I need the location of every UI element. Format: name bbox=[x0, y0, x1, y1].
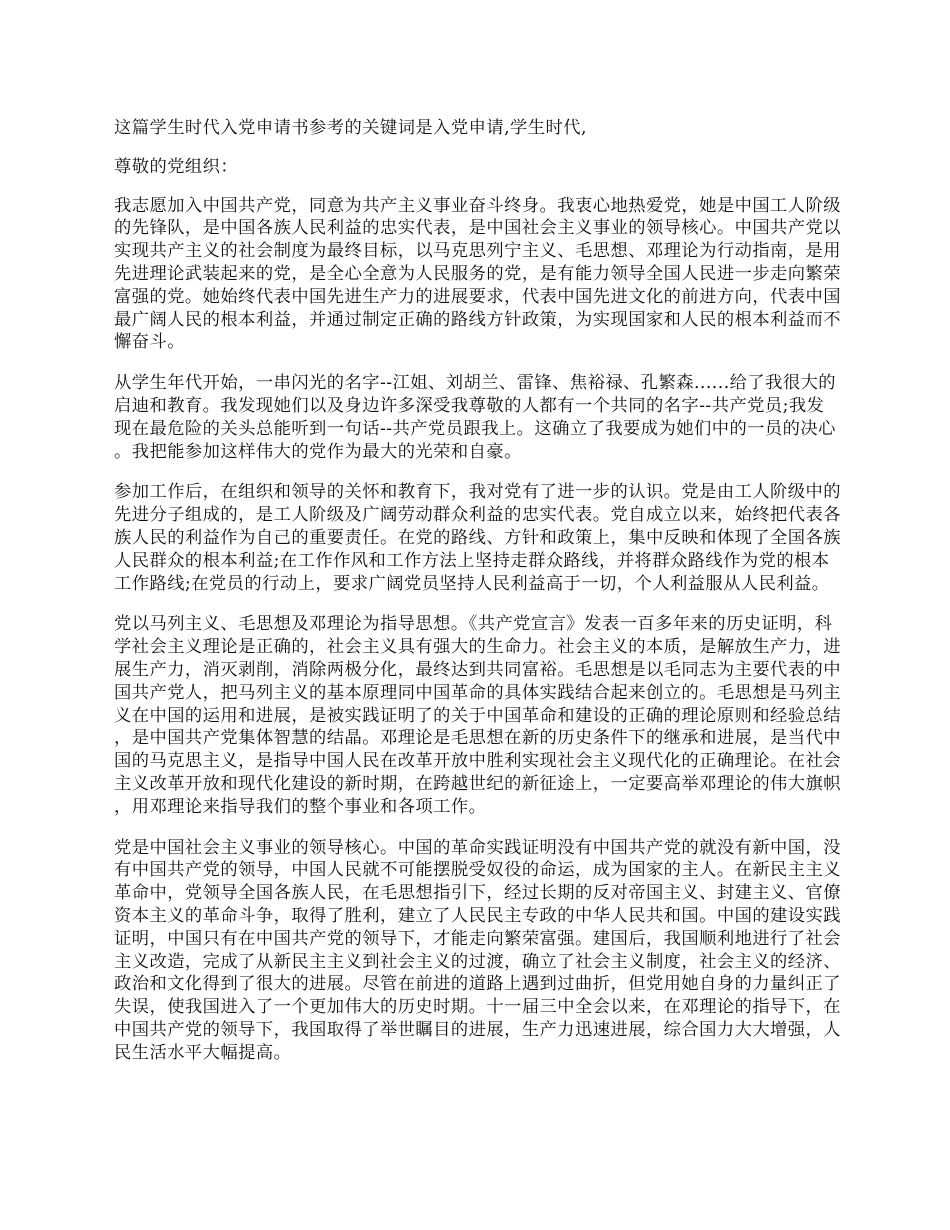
salutation: 尊敬的党组织： bbox=[114, 156, 239, 177]
paragraph-4: 党以马列主义、毛思想及邓理论为指导思想。《共产党宣言》发表一百多年来的历史证明，科学社会主义理论是正确的，社会主义具有强大的生命力。社会主义的本质，是解放生产力，进展生产力，消灭剥削，消除两极分化，最终达到共同富裕。毛思想是以毛同志为主要代表的中国共产党人，把马列主义的基本原理同中国革命的具体实践结合起来创立的。毛思想是马列主义在中国的运用和进展，是被实践证明了的关于中国革命和建设的正确的理论原则和经验总结，是中国共产党集体智慧的结晶。邓理论是毛思想在新的历史条件下的继承和进展，是当代中国的马克思主义，是指导中国人民在改革开放中胜利实现社会主义现代化的正确理论。在社会主义改革开放和现代化建设的新时期，在跨越世纪的新征途上，一定要高举邓理论的伟大旗帜，用邓理论来指导我们的整个事业和各项工作。 bbox=[114, 614, 841, 817]
document-body bbox=[114, 117, 842, 1082]
paragraph-3: 参加工作后，在组织和领导的关怀和教育下，我对党有了进一步的认识。党是由工人阶级中的先进分子组成的，是工人阶级及广阔劳动群众利益的忠实代表。党自成立以来，始终把代表各族人民的利益作为自己的重要责任。在党的路线、方针和政策上，集中反映和体现了全国各族人民群众的根本利益;在工作作风和工作方法上坚持走群众路线，并将群众路线作为党的根本工作路线;在党员的行动上，要求广阔党员坚持人民利益高于一切，个人利益服从人民利益。 bbox=[114, 482, 841, 594]
paragraph-5: 党是中国社会主义事业的领导核心。中国的革命实践证明没有中国共产党的就没有新中国，没有中国共产党的领导，中国人民就不可能摆脱受奴役的命运，成为国家的主人。在新民主主义革命中，党领导全国各族人民，在毛思想指引下，经过长期的反对帝国主义、封建主义、官僚资本主义的革命斗争，取得了胜利，建立了人民民主专政的中华人民共和国。中国的建设实践证明，中国只有在中国共产党的领导下，才能走向繁荣富强。建国后，我国顺利地进行了社会主义改造，完成了从新民主主义到社会主义的过渡，确立了社会主义制度，社会主义的经济、政治和文化得到了很大的进展。尽管在前进的道路上遇到过曲折，但党用她自身的力量纠正了失误，使我国进入了一个更加伟大的历史时期。十一届三中全会以来，在邓理论的指导下，在中国共产党的领导下，我国取得了举世瞩目的进展，生产力迅速进展，综合国力大大增强，人民生活水平大幅提高。 bbox=[114, 837, 841, 1063]
intro-line: 这篇学生时代入党申请书参考的关键词是入党申请,学生时代, bbox=[114, 118, 587, 138]
paragraph-2: 从学生年代开始，一串闪光的名字--江姐、刘胡兰、雷锋、焦裕禄、孔繁森......给了我很大的启迪和教育。我发现她们以及身边许多深受我尊敬的人都有一个共同的名字--共产党员;我发现在最危险的关头总能听到一句话--共产党员跟我上。这确立了我要成为她们中的一员的决心。我把能参加这样伟大的党作为最大的光荣和自豪。 bbox=[114, 373, 837, 462]
paragraph-1: 我志愿加入中国共产党，同意为共产主义事业奋斗终身。我衷心地热爱党，她是中国工人阶级的先锋队，是中国各族人民利益的忠实代表，是中国社会主义事业的领导核心。中国共产党以实现共产主义的社会制度为最终目标，以马克思列宁主义、毛思想、邓理论为行动指南，是用先进理论武装起来的党，是全心全意为人民服务的党，是有能力领导全国人民进一步走向繁荣富强的党。她始终代表中国先进生产力的进展要求，代表中国先进文化的前进方向，代表中国最广阔人民的根本利益，并通过制定正确的路线方针政策，为实现国家和人民的根本利益而不懈奋斗。 bbox=[114, 195, 841, 353]
